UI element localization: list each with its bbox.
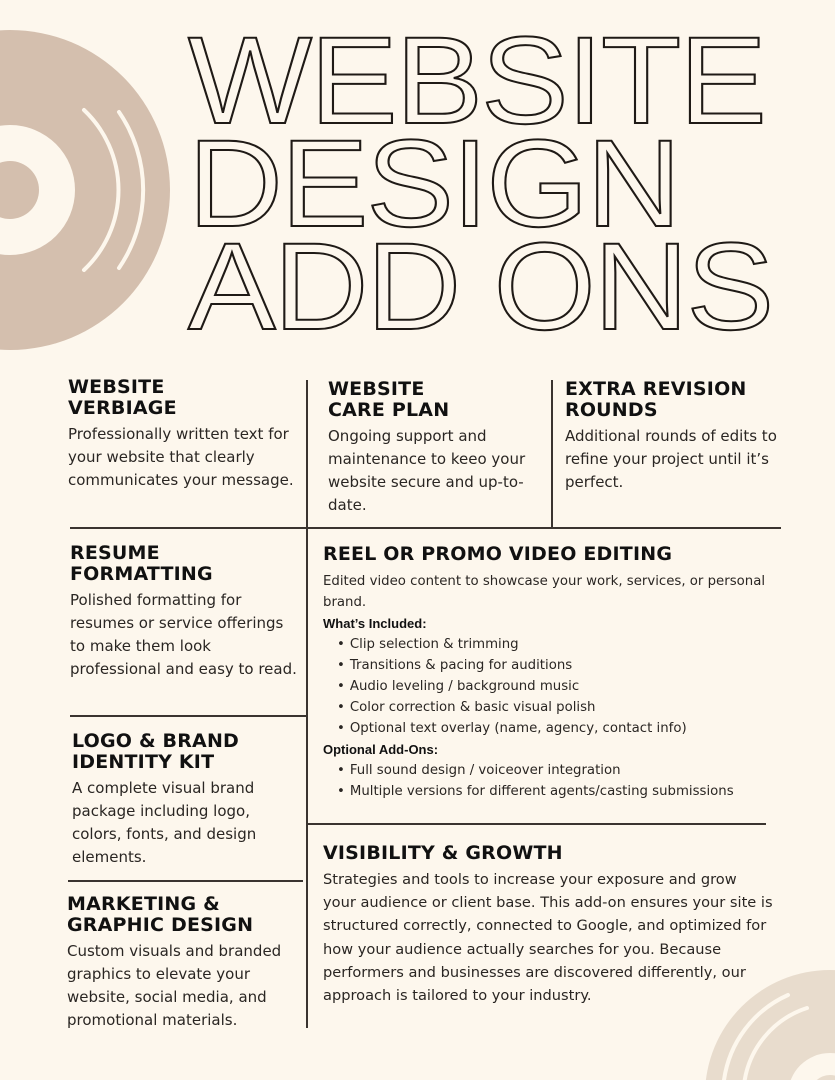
section-title: LOGO & BRAND IDENTITY KIT (72, 730, 240, 773)
list-item: • Optional text overlay (name, agency, contact info) (337, 718, 783, 739)
list-item: • Full sound design / voiceover integration (337, 760, 783, 781)
title-line-2: DESIGN (188, 115, 680, 253)
list-item: • Color correction & basic visual polish (337, 697, 783, 718)
section-reel-promo-video (323, 544, 783, 802)
list-item: • Clip selection & trimming (337, 634, 783, 655)
section-description: Custom visuals and branded graphics to elevate your website, social media, and promotional materials. (67, 942, 282, 1029)
section-resume-formatting (70, 543, 300, 681)
section-description: Professionally written text for your website that clearly communicates your message. (68, 425, 294, 489)
vinyl-disc-icon (0, 0, 200, 360)
section-description: Additional rounds of edits to refine your project until it’s perfect. (565, 427, 777, 491)
list-item: • Multiple versions for different agents/casting submissions (337, 781, 783, 802)
section-website-verbiage (68, 377, 298, 492)
included-label: What’s Included: (323, 616, 427, 631)
divider-vertical-main (306, 380, 308, 1028)
list-item: • Transitions & pacing for auditions (337, 655, 783, 676)
section-description: Edited video content to showcase your work, services, or personal brand. (323, 574, 766, 610)
section-description: Strategies and tools to increase your exposure and grow your audience or client base. This add-on ensures your site is structured correctly, connected to Google, and optimized for how your audience actually searches for you. Because performers and businesses are discovered differently, our approach is tailored to your industry. (323, 871, 773, 1005)
addons-label: Optional Add-Ons: (323, 742, 439, 757)
section-website-care-plan (328, 379, 543, 517)
section-title: EXTRA REVISION ROUNDS (565, 378, 747, 421)
divider-vertical-top-right (551, 380, 553, 528)
section-visibility-growth (323, 843, 773, 1007)
section-marketing-graphic-design (67, 894, 302, 1032)
included-list (323, 634, 783, 739)
section-title: REEL OR PROMO VIDEO EDITING (323, 543, 673, 565)
title-line-1: WEBSITE (188, 12, 765, 150)
section-title: WEBSITE CARE PLAN (328, 378, 450, 421)
section-extra-revision-rounds (565, 379, 785, 494)
section-title: RESUME FORMATTING (70, 542, 213, 585)
addons-list (323, 760, 783, 802)
divider-horizontal-right (307, 823, 766, 825)
title-line-3: ADD ONS (188, 218, 773, 356)
page-title (188, 12, 773, 356)
section-description: A complete visual brand package including logo, colors, fonts, and design elements. (72, 779, 257, 866)
divider-horizontal-left-1 (70, 715, 307, 717)
divider-horizontal-top (70, 527, 781, 529)
section-description: Polished formatting for resumes or service offerings to make them look professional and easy to read. (70, 591, 297, 678)
section-logo-brand-identity (72, 731, 297, 869)
section-description: Ongoing support and maintenance to keeo your website secure and up-to-date. (328, 427, 526, 514)
section-title: VISIBILITY & GROWTH (323, 842, 563, 864)
section-title: WEBSITE VERBIAGE (68, 376, 177, 419)
list-item: • Audio leveling / background music (337, 676, 783, 697)
divider-horizontal-left-2 (68, 880, 303, 882)
section-title: MARKETING & GRAPHIC DESIGN (67, 893, 254, 936)
